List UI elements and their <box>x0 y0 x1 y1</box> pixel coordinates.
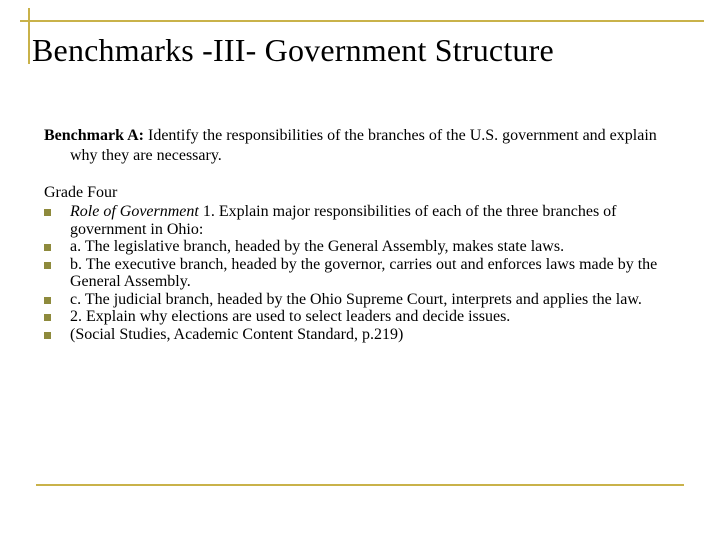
benchmark-text: Identify the responsibilities of the branches of the U.S. government and explain why they are necessary. <box>70 127 657 164</box>
square-bullet-icon <box>44 297 51 304</box>
bullet-text: 2. Explain why elections are used to select leaders and decide issues. <box>70 308 511 325</box>
bullet-italic-text: Role of Government <box>70 203 199 220</box>
benchmark-label: Benchmark A: <box>44 127 144 144</box>
square-bullet-icon <box>44 209 51 216</box>
square-bullet-icon <box>44 244 51 251</box>
bullet-text: 1. Explain major responsibilities of each of the three branches of government in Ohio: <box>70 203 617 238</box>
decorative-bottom-line <box>36 484 684 486</box>
list-item <box>44 203 684 238</box>
list-item <box>44 326 684 344</box>
list-item <box>44 256 684 291</box>
bullet-text: (Social Studies, Academic Content Standard, p.219) <box>70 325 404 343</box>
slide-body <box>44 126 684 343</box>
list-item <box>44 238 684 256</box>
bullet-text: b. The executive branch, headed by the governor, carries out and enforces laws made by the General Assembly. <box>70 255 658 290</box>
bullet-text: a. The legislative branch, headed by the General Assembly, makes state laws. <box>70 238 565 255</box>
bullet-list <box>44 203 684 343</box>
decorative-vertical-line <box>28 8 30 64</box>
decorative-top-line <box>20 20 704 22</box>
list-item <box>44 308 684 326</box>
square-bullet-icon <box>44 262 51 269</box>
grade-heading: Grade Four <box>44 184 118 201</box>
benchmark-paragraph <box>44 126 684 166</box>
square-bullet-icon <box>44 332 51 339</box>
square-bullet-icon <box>44 314 51 321</box>
bullet-text: c. The judicial branch, headed by the Ohio Supreme Court, interprets and applies the law. <box>70 290 642 308</box>
slide-title: Benchmarks -III- Government Structure <box>32 32 554 68</box>
list-item <box>44 291 684 309</box>
